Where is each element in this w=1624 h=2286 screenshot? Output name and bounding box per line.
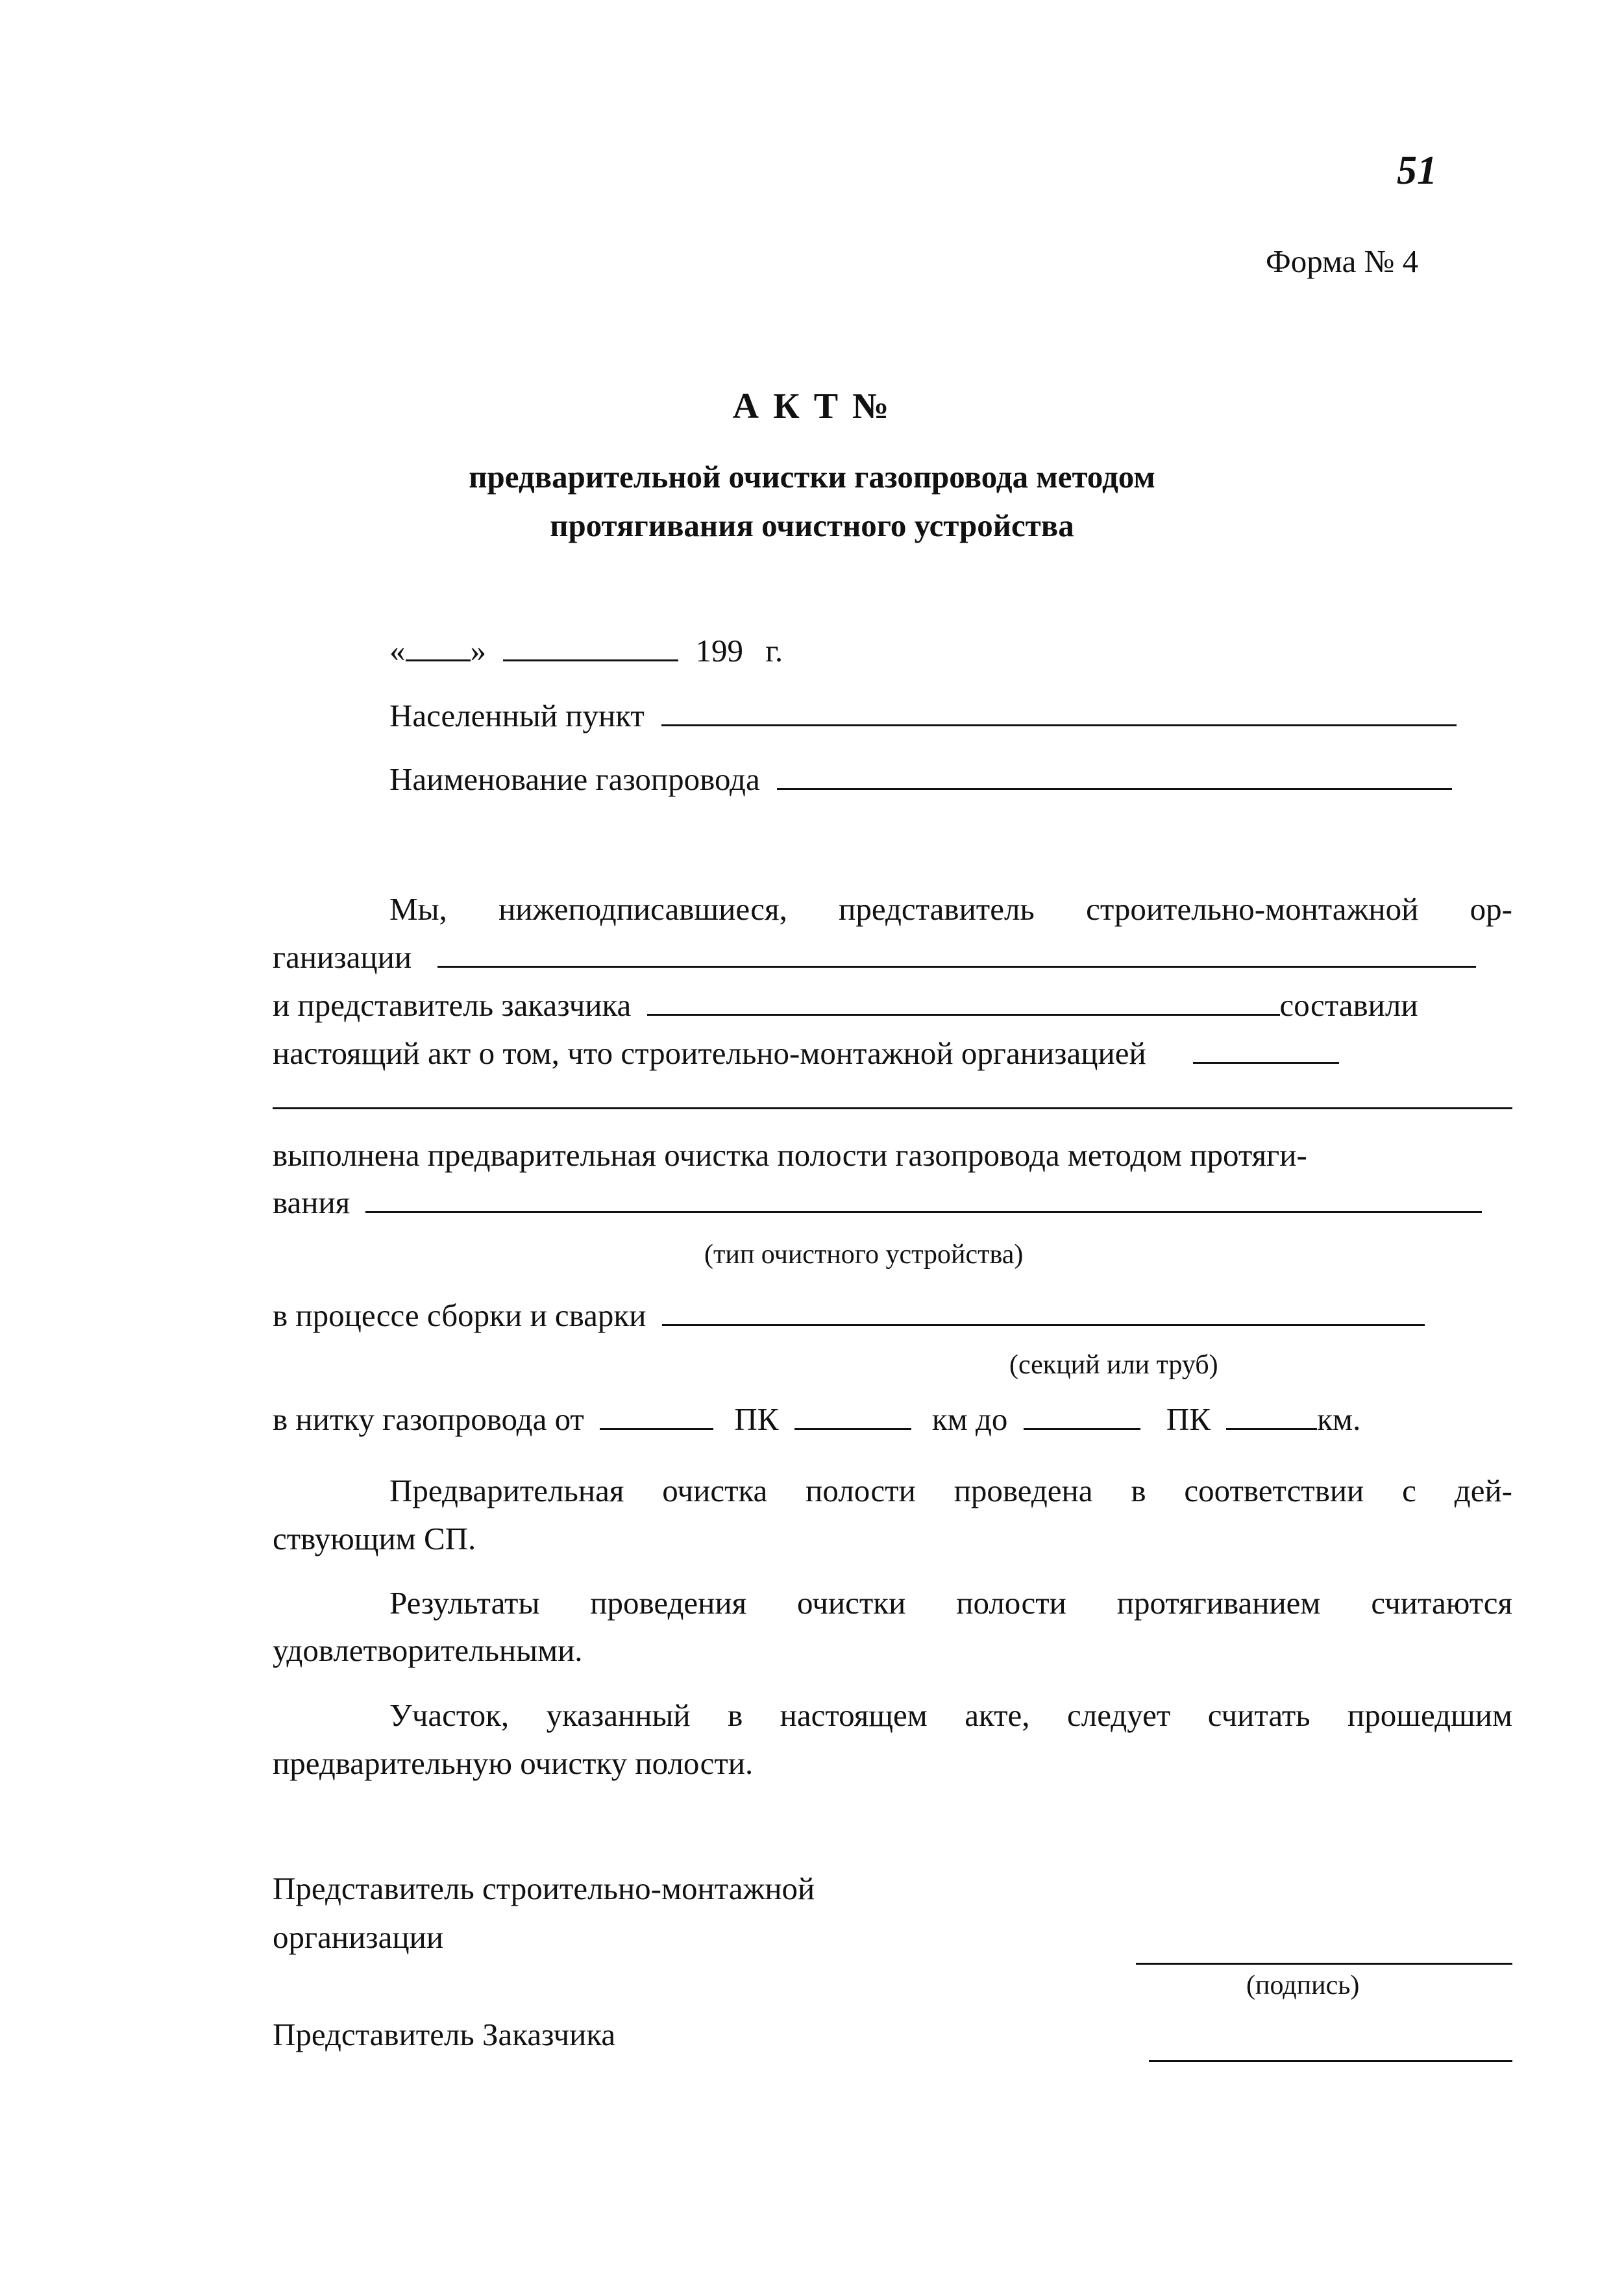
page-number: 51 [1397,149,1437,193]
performer-blank-b[interactable] [273,1103,1512,1109]
settlement-blank[interactable] [661,720,1457,726]
year-suffix: г. [765,633,783,669]
p2-word: вания [273,1185,351,1220]
act-subtitle-line1: предварительной очистки газопровода методом [469,459,1155,495]
p1-line2 [273,941,1476,973]
month-blank[interactable] [503,656,678,661]
p2-line1: выполнена предварительная очистка полости газопровода методом протяги- [273,1137,1307,1173]
signature-caption: (подпись) [1246,1971,1360,2000]
year-value: 199 [695,633,743,669]
date-quote-open: « [389,633,406,669]
km-to-label: км до [931,1401,1008,1437]
p5-line2: ствующим СП. [273,1521,476,1556]
settlement-row [389,700,1457,731]
p6-line2: удовлетворительными. [273,1632,583,1668]
device-type-caption: (тип очистного устройства) [704,1240,1024,1270]
customer-rep-label: и представитель заказчика [273,987,632,1023]
pk2-label: ПК [1166,1401,1211,1437]
day-blank[interactable] [406,656,471,661]
pk1-label: ПК [734,1401,779,1437]
p3-line1 [273,1299,1425,1331]
date-quote-close: » [470,633,486,669]
customer-signatory: Представитель Заказчика [273,2017,616,2052]
act-title: А К Т № [732,386,892,426]
p6-line1: Результаты проведения очистки полости протягиванием считаются [389,1585,1512,1621]
pipeline-name-row [389,763,1452,795]
from-label: в нитку газопровода от [273,1401,584,1437]
customer-signature-blank[interactable] [1149,2056,1512,2062]
date-line [389,635,783,667]
pipeline-name-label: Наименование газопровода [389,761,760,797]
customer-rep-blank[interactable] [647,1010,1280,1016]
to-blank[interactable] [1024,1424,1140,1430]
act-subtitle-line2: протягивания очистного устройства [550,508,1074,543]
p1-line1: Мы, нижеподписавшиеся, представитель строительно-монтажной ор- [389,891,1512,927]
from-blank[interactable] [600,1424,713,1430]
pipeline-name-blank[interactable] [777,784,1452,790]
pk1-blank[interactable] [794,1424,911,1430]
p7-line1: Участок, указанный в настоящем акте, следует считать прошедшим [389,1697,1512,1733]
assembly-label: в процессе сборки и сварки [273,1297,646,1333]
performer-blank-a[interactable] [1193,1058,1339,1064]
organization-blank[interactable] [437,962,1476,968]
p5-line1: Предварительная очистка полости проведена в соответствии с дей- [389,1473,1512,1508]
contractor-signatory-line2: организации [273,1919,444,1955]
p2-line2 [273,1186,1482,1218]
km-label: км. [1317,1401,1361,1437]
organization-label: ганизации [273,939,412,975]
contractor-signature-blank[interactable] [1136,1959,1512,1965]
form-label: Форма № 4 [1266,243,1419,279]
settlement-label: Населенный пункт [389,698,645,733]
p1-line3 [273,989,1418,1021]
device-type-blank[interactable] [365,1207,1482,1213]
contractor-signatory-line1: Представитель строительно-монтажной [273,1871,815,1906]
sections-caption: (секций или труб) [1009,1350,1218,1380]
p7-line2: предварительную очистку полости. [273,1745,754,1781]
assembly-blank[interactable] [662,1320,1425,1326]
pk2-blank[interactable] [1226,1424,1317,1430]
act-statement-label: настоящий акт о том, что строительно-монтажной организацией [273,1035,1146,1071]
p4-line [273,1403,1360,1435]
compiled-word: составили [1279,987,1418,1023]
p1-line4 [273,1037,1339,1069]
